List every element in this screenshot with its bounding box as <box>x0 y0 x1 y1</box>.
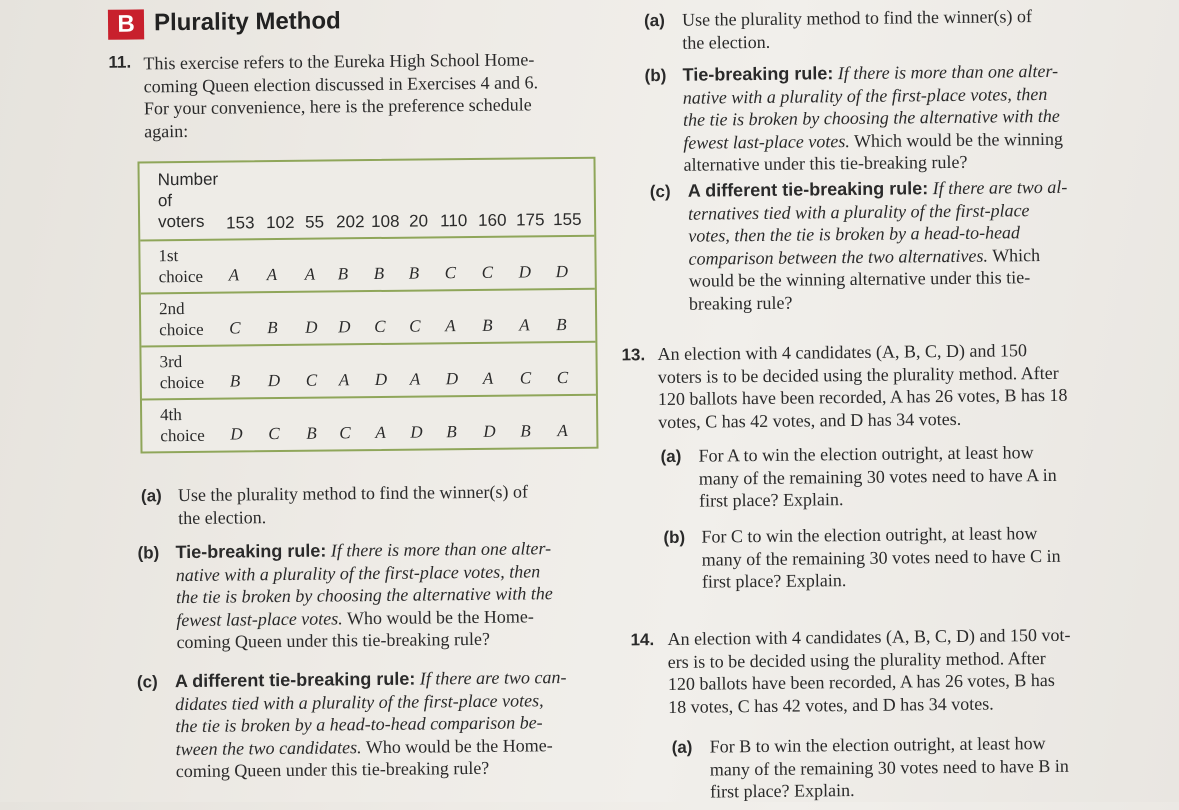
table-cell: D <box>230 424 243 444</box>
voter-count: 155 <box>553 209 582 230</box>
section-badge: B <box>108 9 144 39</box>
table-cell: A <box>557 420 568 441</box>
table-cell: D <box>305 317 318 337</box>
right-part-a-label: (a) <box>643 10 665 31</box>
right-part-c-label: (c) <box>649 181 671 202</box>
table-cell: B <box>408 263 420 283</box>
table-cell: A <box>266 265 278 285</box>
table-row-4th-choice <box>142 394 597 452</box>
ex11-part-c-text: A different tie-breaking rule: If there are two can- didates tied with a plurality of the first-place votes, the tie is broken by a head-to-head comparison be- tween the two candidates. Who would be the Home- coming Queen under this tie-breaking rule? <box>174 667 567 782</box>
table-cell: D <box>555 261 569 282</box>
table-cell: C <box>409 316 421 336</box>
table-cell: D <box>445 369 459 389</box>
table-row-2nd-choice <box>141 288 596 346</box>
table-cell: C <box>305 370 318 390</box>
table-row-voters <box>139 159 594 240</box>
table-cell: A <box>338 370 350 390</box>
table-cell: B <box>267 318 278 338</box>
table-cell: A <box>519 315 530 335</box>
ex11-part-b-text: Tie-breaking rule: If there is more than one alter- native with a plurality of the first-place votes, then the tie is broken by choosing the alternative with the fewest last-place votes. Who would be the Home- coming Queen under this tie-breaking rule? <box>175 538 553 653</box>
voter-count: 153 <box>226 213 255 233</box>
voter-count: 202 <box>336 212 365 232</box>
table-cell: C <box>268 424 280 444</box>
row-label-4th-choice: 4th choice <box>160 405 205 446</box>
exercise-14-number: 14. <box>630 630 655 650</box>
row-label-3rd-choice: 3rd choice <box>159 352 205 393</box>
table-cell: D <box>410 422 423 442</box>
voter-count: 110 <box>440 211 468 231</box>
ex11-part-a-label: (a) <box>140 486 162 506</box>
exercise-13-text: An election with 4 candidates (A, B, C, D) and 150 voters is to be decided using the plurality method. After 120 ballots have been recorded, A has 26 votes, B has 18 votes, C has 42 votes, and D has 34 votes. <box>657 340 1068 432</box>
row-label-1st-choice: 1st choice <box>158 246 204 287</box>
table-cell: C <box>339 423 351 443</box>
table-cell: B <box>373 263 385 284</box>
ex13-part-b-text: For C to win the election outright, at least how many of the remaining 30 votes need to have C in first place? Explain. <box>701 523 1061 592</box>
table-cell: D <box>483 421 496 441</box>
exercise-11-number: 11. <box>108 52 132 72</box>
table-cell: D <box>267 371 281 391</box>
table-cell: C <box>481 262 494 282</box>
exercise-11-intro: This exercise refers to the Eureka High School Home- coming Queen election discussed in Exercises 4 and 6. For your convenience, here is the preference schedule again: <box>143 49 539 141</box>
table-cell: D <box>518 262 532 282</box>
table-cell: C <box>229 318 241 338</box>
table-cell: A <box>445 316 456 336</box>
table-row-3rd-choice <box>141 341 596 399</box>
ex13-part-b-label: (b) <box>663 527 686 547</box>
voter-count: 55 <box>305 212 325 232</box>
table-cell: B <box>337 264 349 284</box>
ex11-part-a-text: Use the plurality method to find the winner(s) of the election. <box>177 481 528 528</box>
table-cell: A <box>375 422 386 443</box>
voter-count: 102 <box>266 212 295 233</box>
table-cell: C <box>374 316 386 337</box>
ex11-part-b-label: (b) <box>137 543 160 563</box>
table-cell: B <box>520 421 531 441</box>
table-cell: C <box>519 368 532 388</box>
ex14-part-a-text: For B to win the election outright, at least how many of the remaining 30 votes need to have B in first place? Explain. <box>709 733 1069 802</box>
voter-count: 175 <box>516 210 545 230</box>
table-cell: A <box>409 369 421 389</box>
preference-schedule-table <box>137 157 598 454</box>
table-cell: A <box>304 264 316 284</box>
table-cell: B <box>556 315 567 335</box>
right-part-b-text: Tie-breaking rule: If there is more than one alter- native with a plurality of the first-place votes, then the tie is broken by choosing the alternative with the fewest last-place votes. Which would be the winning alternative under this tie-breaking rule? <box>682 60 1063 175</box>
right-part-b-label: (b) <box>644 65 667 86</box>
ex14-part-a-label: (a) <box>671 737 693 757</box>
table-cell: B <box>482 315 493 335</box>
voter-count: 108 <box>371 211 400 232</box>
table-cell: B <box>306 423 317 443</box>
ex11-part-c-label: (c) <box>136 672 158 692</box>
table-row-1st-choice <box>140 235 595 293</box>
table-cell: C <box>556 367 569 388</box>
table-cell: A <box>228 265 240 285</box>
right-part-c-text: A different tie-breaking rule: If there are two al- ternatives tied with a plurality of the first-place votes, then the tie is broken by a head-to-head comparison between the two alternatives. Which would be the winning alternative under this tie- breaking rule? <box>687 176 1068 314</box>
table-cell: B <box>446 422 457 442</box>
table-cell: C <box>444 263 457 283</box>
voter-count: 20 <box>409 211 429 231</box>
row-label-2nd-choice: 2nd choice <box>158 299 204 340</box>
voter-count: 160 <box>478 210 507 230</box>
section-title: Plurality Method <box>153 7 341 37</box>
table-cell: D <box>374 369 388 390</box>
ex13-part-a-text: For A to win the election outright, at least how many of the remaining 30 votes need to have A in first place? Explain. <box>698 442 1057 511</box>
exercise-14-text: An election with 4 candidates (A, B, C, D) and 150 vot- ers is to be decided using the plurality method. After 120 ballots have been recorded, A has 26 votes, B has 18 votes, C has 42 votes, and D has 34 votes. <box>667 624 1071 717</box>
table-cell: A <box>482 368 494 388</box>
table-cell: B <box>229 371 241 391</box>
exercise-13-number: 13. <box>621 345 646 365</box>
table-cell: D <box>338 317 351 337</box>
right-part-a-text: Use the plurality method to find the winner(s) of the election. <box>681 6 1033 53</box>
ex13-part-a-label: (a) <box>660 446 682 467</box>
row-label-voters: Number of voters <box>157 169 219 232</box>
